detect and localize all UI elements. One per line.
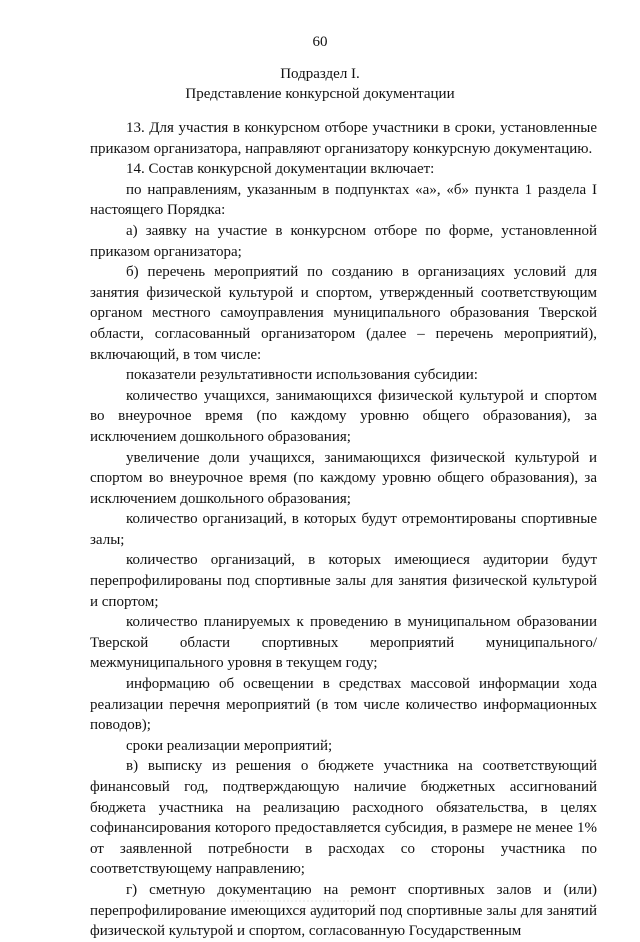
section-heading: Представление конкурсной документации bbox=[185, 86, 455, 102]
paragraph-media-coverage: информацию об освещении в средствах массовой информации хода реализации перечня мероприятий (в том числе количество информационных поводов); bbox=[90, 676, 597, 734]
paragraph-directions: по направлениям, указанным в подпунктах «а», «б» пункта 1 раздела I настоящего Порядка: bbox=[90, 181, 597, 219]
paragraph-timeline: сроки реализации мероприятий; bbox=[126, 737, 333, 754]
subsection-title: Подраздел I. bbox=[280, 66, 360, 82]
paragraph-item-g: г) сметную документацию на ремонт спортивных залов и (или) перепрофилирование имеющихся аудиторий под спортивные залы для занятий физической культурой и спортом, согласованную Государственным bbox=[90, 881, 597, 940]
paragraph-13: 13. Для участия в конкурсном отборе участники в сроки, установленные приказом организатора, направляют организатору конкурсную документацию. bbox=[90, 120, 597, 157]
paragraph-item-v: в) выписку из решения о бюджете участника на соответствующий финансовый год, подтверждающую наличие бюджетных ассигнований бюджета участника на реализацию расходного обязательства, в целях софинансирования которого предоставляется субсидия, в размере не менее 1% от заявленной потребности в расходах со стороны участника по соответствующему направлению; bbox=[90, 758, 597, 878]
page-number: 60 bbox=[312, 34, 328, 50]
paragraph-indicator-students: количество учащихся, занимающихся физической культурой и спортом во внеурочное время (по каждому уровню общего образования), за исключением дошкольного образования; bbox=[90, 387, 597, 445]
document-body bbox=[90, 118, 597, 942]
paragraph-indicator-events: количество планируемых к проведению в муниципальном образовании Тверской области спортивных мероприятий муниципального/ межмуниципального уровня в текущем году; bbox=[90, 614, 597, 672]
paragraph-indicator-repaired: количество организаций, в которых будут отремонтированы спортивные залы; bbox=[90, 511, 597, 548]
paragraph-14: 14. Состав конкурсной документации включает: bbox=[126, 161, 435, 178]
paragraph-indicator-share: увеличение доли учащихся, занимающихся физической культурой и спортом во внеурочное время (по каждому уровню общего образования), за исключением дошкольного образования; bbox=[90, 449, 597, 507]
scan-artifact bbox=[230, 900, 370, 902]
paragraph-item-b: б) перечень мероприятий по созданию в организациях условий для занятия физической культурой и спортом, утвержденный соответствующим органом местного самоуправления муниципального образования Тверской области, согласованный организатором (далее – перечень мероприятий), включающий, в том числе: bbox=[90, 264, 597, 363]
paragraph-item-a: а) заявку на участие в конкурсном отборе по форме, установленной приказом организатора; bbox=[90, 222, 597, 260]
paragraph-indicator-repurposed: количество организаций, в которых имеющиеся аудитории будут перепрофилированы под спортивные залы для занятия физической культурой и спортом; bbox=[90, 552, 597, 610]
paragraph-indicators: показатели результативности использования субсидии: bbox=[126, 367, 478, 384]
